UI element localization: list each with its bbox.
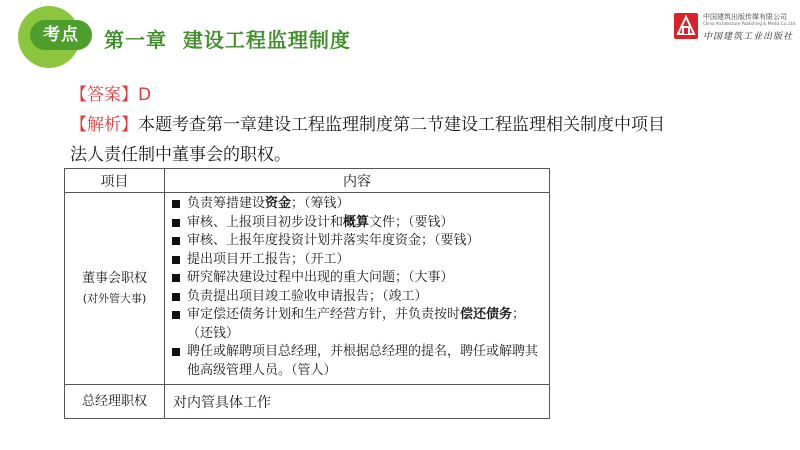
- duty-text: 审定偿还债务计划和生产经营方针，并负责按时: [187, 307, 461, 322]
- manager-content: 对内管具体工作: [165, 385, 550, 419]
- duty-text: 负责提出项目竣工验收申请报告；（竣工）: [187, 288, 428, 304]
- duty-text: 审核、上报年度投资计划并落实年度资金；（要钱）: [187, 233, 480, 248]
- publisher-name-en: China Architecture Publishing & Media Co.,Ltd.: [703, 21, 797, 26]
- table-header-row: [65, 169, 550, 193]
- board-duty-item: [171, 214, 543, 233]
- duty-keyword: 偿还债务: [460, 307, 513, 322]
- board-items-cell: [165, 193, 550, 385]
- answer-value: D: [138, 85, 152, 105]
- board-duty-item: [171, 232, 543, 251]
- header-item: 项目: [65, 169, 165, 193]
- publisher-logo-icon: [673, 12, 699, 40]
- duty-text-tail: ；（筹钱）: [291, 196, 350, 211]
- duty-text: 负责筹措建设: [187, 196, 266, 211]
- analysis-text: 本题考查第一章建设工程监理制度第二节建设工程监理相关制度中项目法人责任制中董事会的职权。: [70, 115, 665, 165]
- board-row: [65, 193, 550, 385]
- duty-text: 聘任或解聘项目总经理，并根据总经理的提名，聘任或解聘其他高级管理人员。（管人）: [187, 344, 539, 378]
- board-role-note: (对外管大事): [82, 291, 147, 305]
- header-content: 内容: [165, 169, 550, 193]
- answer-line: [70, 80, 151, 105]
- chapter-title: 第一章 建设工程监理制度: [104, 28, 351, 52]
- duty-text: 研究解决建设过程中出现的重大问题；（大事）: [187, 270, 454, 285]
- publisher-name-cn: 中国建筑出版传媒有限公司: [703, 13, 787, 21]
- board-duty-item: [171, 251, 543, 270]
- board-role-cell: [65, 193, 165, 385]
- duty-text-tail: ；（还钱）: [187, 307, 526, 341]
- duty-text-tail: 文件；（要钱）: [369, 214, 454, 230]
- answer-label: 【答案】: [70, 85, 138, 105]
- publisher-logo: [673, 10, 797, 44]
- board-duty-list: [171, 195, 543, 380]
- duties-table: [64, 168, 550, 419]
- publisher-calligraphy: 中国建筑工业出版社: [703, 32, 794, 42]
- kaodian-badge: 考点: [30, 20, 92, 50]
- duty-keyword: 概算: [343, 214, 370, 230]
- manager-role: 总经理职权: [65, 385, 165, 419]
- board-role: 董事会职权: [81, 270, 147, 286]
- board-duty-item: [171, 195, 543, 214]
- duty-text: 审核、上报项目初步设计和: [187, 214, 344, 230]
- analysis-paragraph: [70, 110, 680, 170]
- board-duty-item: [171, 269, 543, 288]
- board-duty-item: [171, 288, 543, 307]
- board-duty-item: [171, 306, 543, 343]
- manager-row: [65, 385, 550, 419]
- board-duty-item: [171, 343, 543, 380]
- duty-text: 提出项目开工报告；（开工）: [187, 251, 350, 267]
- analysis-label: 【解析】: [70, 115, 138, 135]
- duty-keyword: 资金: [265, 196, 292, 211]
